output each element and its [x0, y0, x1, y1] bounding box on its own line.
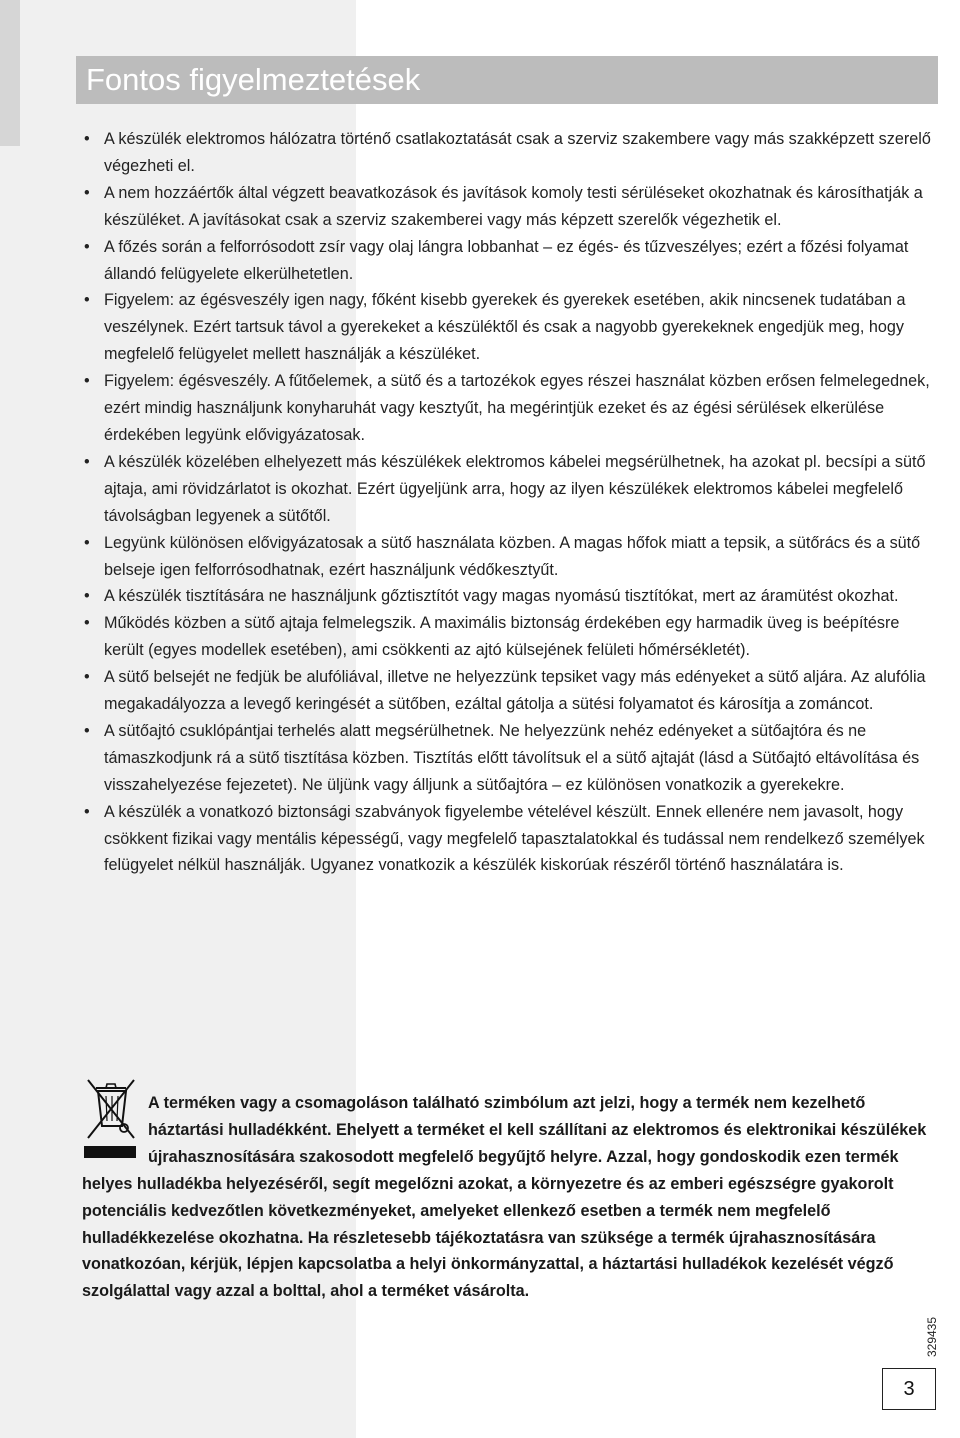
warning-text: A készülék közelében elhelyezett más készülékek elektromos kábelei megsérülhetnek, ha azokat pl. becsípi a sütő ajtaja, ami rövidzárlatot is okozhat. Ezért ügyeljünk arra, hogy az ilyen készülékek elektromos kábelei megfelelő távolságban legyenek a sütőtől. — [104, 452, 926, 525]
warning-item — [82, 180, 940, 234]
warning-item — [82, 449, 940, 530]
bullet-icon: • — [84, 130, 90, 148]
document-code — [925, 1308, 960, 1368]
warning-text: A sütőajtó csuklópántjai terhelés alatt megsérülhetnek. Ne helyezzünk nehéz edényeket a sütőajtóra és ne támaszkodjunk rá a sütő tisztítása közben. Tisztítás előtt távolítsuk el a sütő ajtaját (lásd a Sütőajtó eltávolítása és visszahelyezése fejezetet). Ne üljünk vagy álljunk a sütőajtóra – ez különösen vonatkozik a gyerekekre. — [104, 721, 920, 794]
crossed-out-wheelie-bin-icon — [82, 1078, 138, 1162]
warning-item — [82, 610, 940, 664]
bullet-icon: • — [84, 587, 90, 606]
bullet-icon: • — [84, 802, 90, 821]
bullet-icon: • — [84, 291, 90, 310]
warning-text: Legyünk különösen elővigyázatosak a sütő használata közben. A magas hőfok miatt a tepsik, a sütőrács és a sütő belseje igen felforrósodhatnak, ezért használjunk védőkesztyűt. — [104, 533, 921, 579]
page-title: Fontos figyelmeztetések — [86, 62, 421, 97]
bullet-icon: • — [84, 237, 90, 256]
warning-text: A nem hozzáértők által végzett beavatkozások és javítások komoly testi sérüléseket okozhatnak és károsíthatják a készüléket. A javításokat csak a szerviz szakemberei vagy más képzett szerelők végezhetik el. — [104, 183, 923, 229]
bullet-icon: • — [84, 668, 90, 687]
title-bar — [76, 56, 938, 104]
left-side-tab — [0, 0, 20, 146]
bullet-icon: • — [84, 183, 90, 202]
warning-text: A készülék elektromos hálózatra történő csatlakoztatását csak a szerviz szakembere vagy más szakképzett szerelő végezheti el. — [104, 130, 931, 175]
warning-text: A sütő belsejét ne fedjük be alufóliával, illetve ne helyezzünk tepsiket vagy más edényeket a sütő aljára. Az alufólia megakadályozza a levegő keringését a sütőben, ezáltal gátolja a sütési folyamatot és károsítja a zománcot. — [104, 668, 926, 714]
warning-item — [82, 530, 940, 584]
warning-item — [82, 126, 940, 180]
warning-text: Figyelem: égésveszély. A fűtőelemek, a sütő és a tartozékok egyes részei használat közben erősen felmelegednek, ezért mindig használjunk konyharuhát vagy kesztyűt, ha megérintjük ezeket és az égési sérülések elkerülése érdekében legyünk elővigyázatosak. — [104, 372, 930, 444]
bullet-icon: • — [84, 721, 90, 740]
warning-item — [82, 664, 940, 718]
disposal-notice — [82, 1080, 940, 1305]
bullet-icon: • — [84, 372, 90, 391]
warning-item — [82, 368, 940, 449]
warning-text: Figyelem: az égésveszély igen nagy, főként kisebb gyerekek és gyerekek esetében, akik nincsenek tudatában a veszélynek. Ezért tartsuk távol a gyerekeket a készüléktől és csak a nagyobb gyerekeknek engedjük meg, hogy megfelelő felügyelet mellett használják a készüléket. — [104, 291, 906, 364]
bullet-icon: • — [84, 614, 90, 633]
warning-text: Működés közben a sütő ajtaja felmelegszik. A maximális biztonság érdekében egy harmadik üveg is beépítésre került (egyes modellek esetében), ami csökkenti az ajtó külsejének felületi hőmérsékletét). — [104, 614, 900, 660]
warning-item — [82, 287, 940, 368]
document-code-text: 329435 — [925, 1316, 940, 1358]
warning-item — [82, 234, 940, 288]
bullet-icon: • — [84, 533, 90, 552]
warning-item — [82, 799, 940, 880]
warnings-list — [82, 126, 940, 879]
disposal-text: A terméken vagy a csomagoláson található szimbólum azt jelzi, hogy a termék nem kezelhető háztartási hulladékként. Ehelyett a terméket el kell szállítani az elektromos és elektronikai készülékek újrahasznosítására szakosodott megfelelő begyűjtő helyre. Azzal, hogy gondoskodik ezen termék helyes hulladékba helyezéséről, segít megelőzni azokat, a környezetre és az emberi egészségre gyakorolt potenciális kedvezőtlen következményeket, amelyeket ellenkező esetben a termék nem megfelelő hulladékkezelése okozhatna. Ha részletesebb tájékoztatásra van szüksége a termék újrahasznosítására vonatkozóan, kérjük, lépjen kapcsolatba a helyi önkormányzattal, a háztartási hulladékok kezelését végző szolgálattal vagy azzal a bolttal, ahol a terméket vásárolta. — [82, 1094, 927, 1301]
warning-item — [82, 583, 940, 610]
page-number: 3 — [882, 1368, 936, 1410]
bullet-icon: • — [84, 452, 90, 471]
warning-text: A készülék tisztítására ne használjunk gőztisztítót vagy magas nyomású tisztítókat, mert az áramütést okozhat. — [104, 587, 899, 606]
warning-text: A készülék a vonatkozó biztonsági szabványok figyelembe vételével készült. Ennek ellenére nem javasolt, hogy csökkent fizikai vagy mentális képességű, vagy megfelelő tapasztalatokkal és tudással nem rendelkező személyek felügyelet nélkül használják. Ugyanez vonatkozik a készülék kiskorúak részéről történő használatára is. — [104, 802, 925, 875]
warning-text: A főzés során a felforrósodott zsír vagy olaj lángra lobbanhat – ez égés- és tűzveszélyes; ezért a főzési folyamat állandó felügyelete elkerülhetetlen. — [104, 237, 909, 283]
warning-item — [82, 718, 940, 799]
